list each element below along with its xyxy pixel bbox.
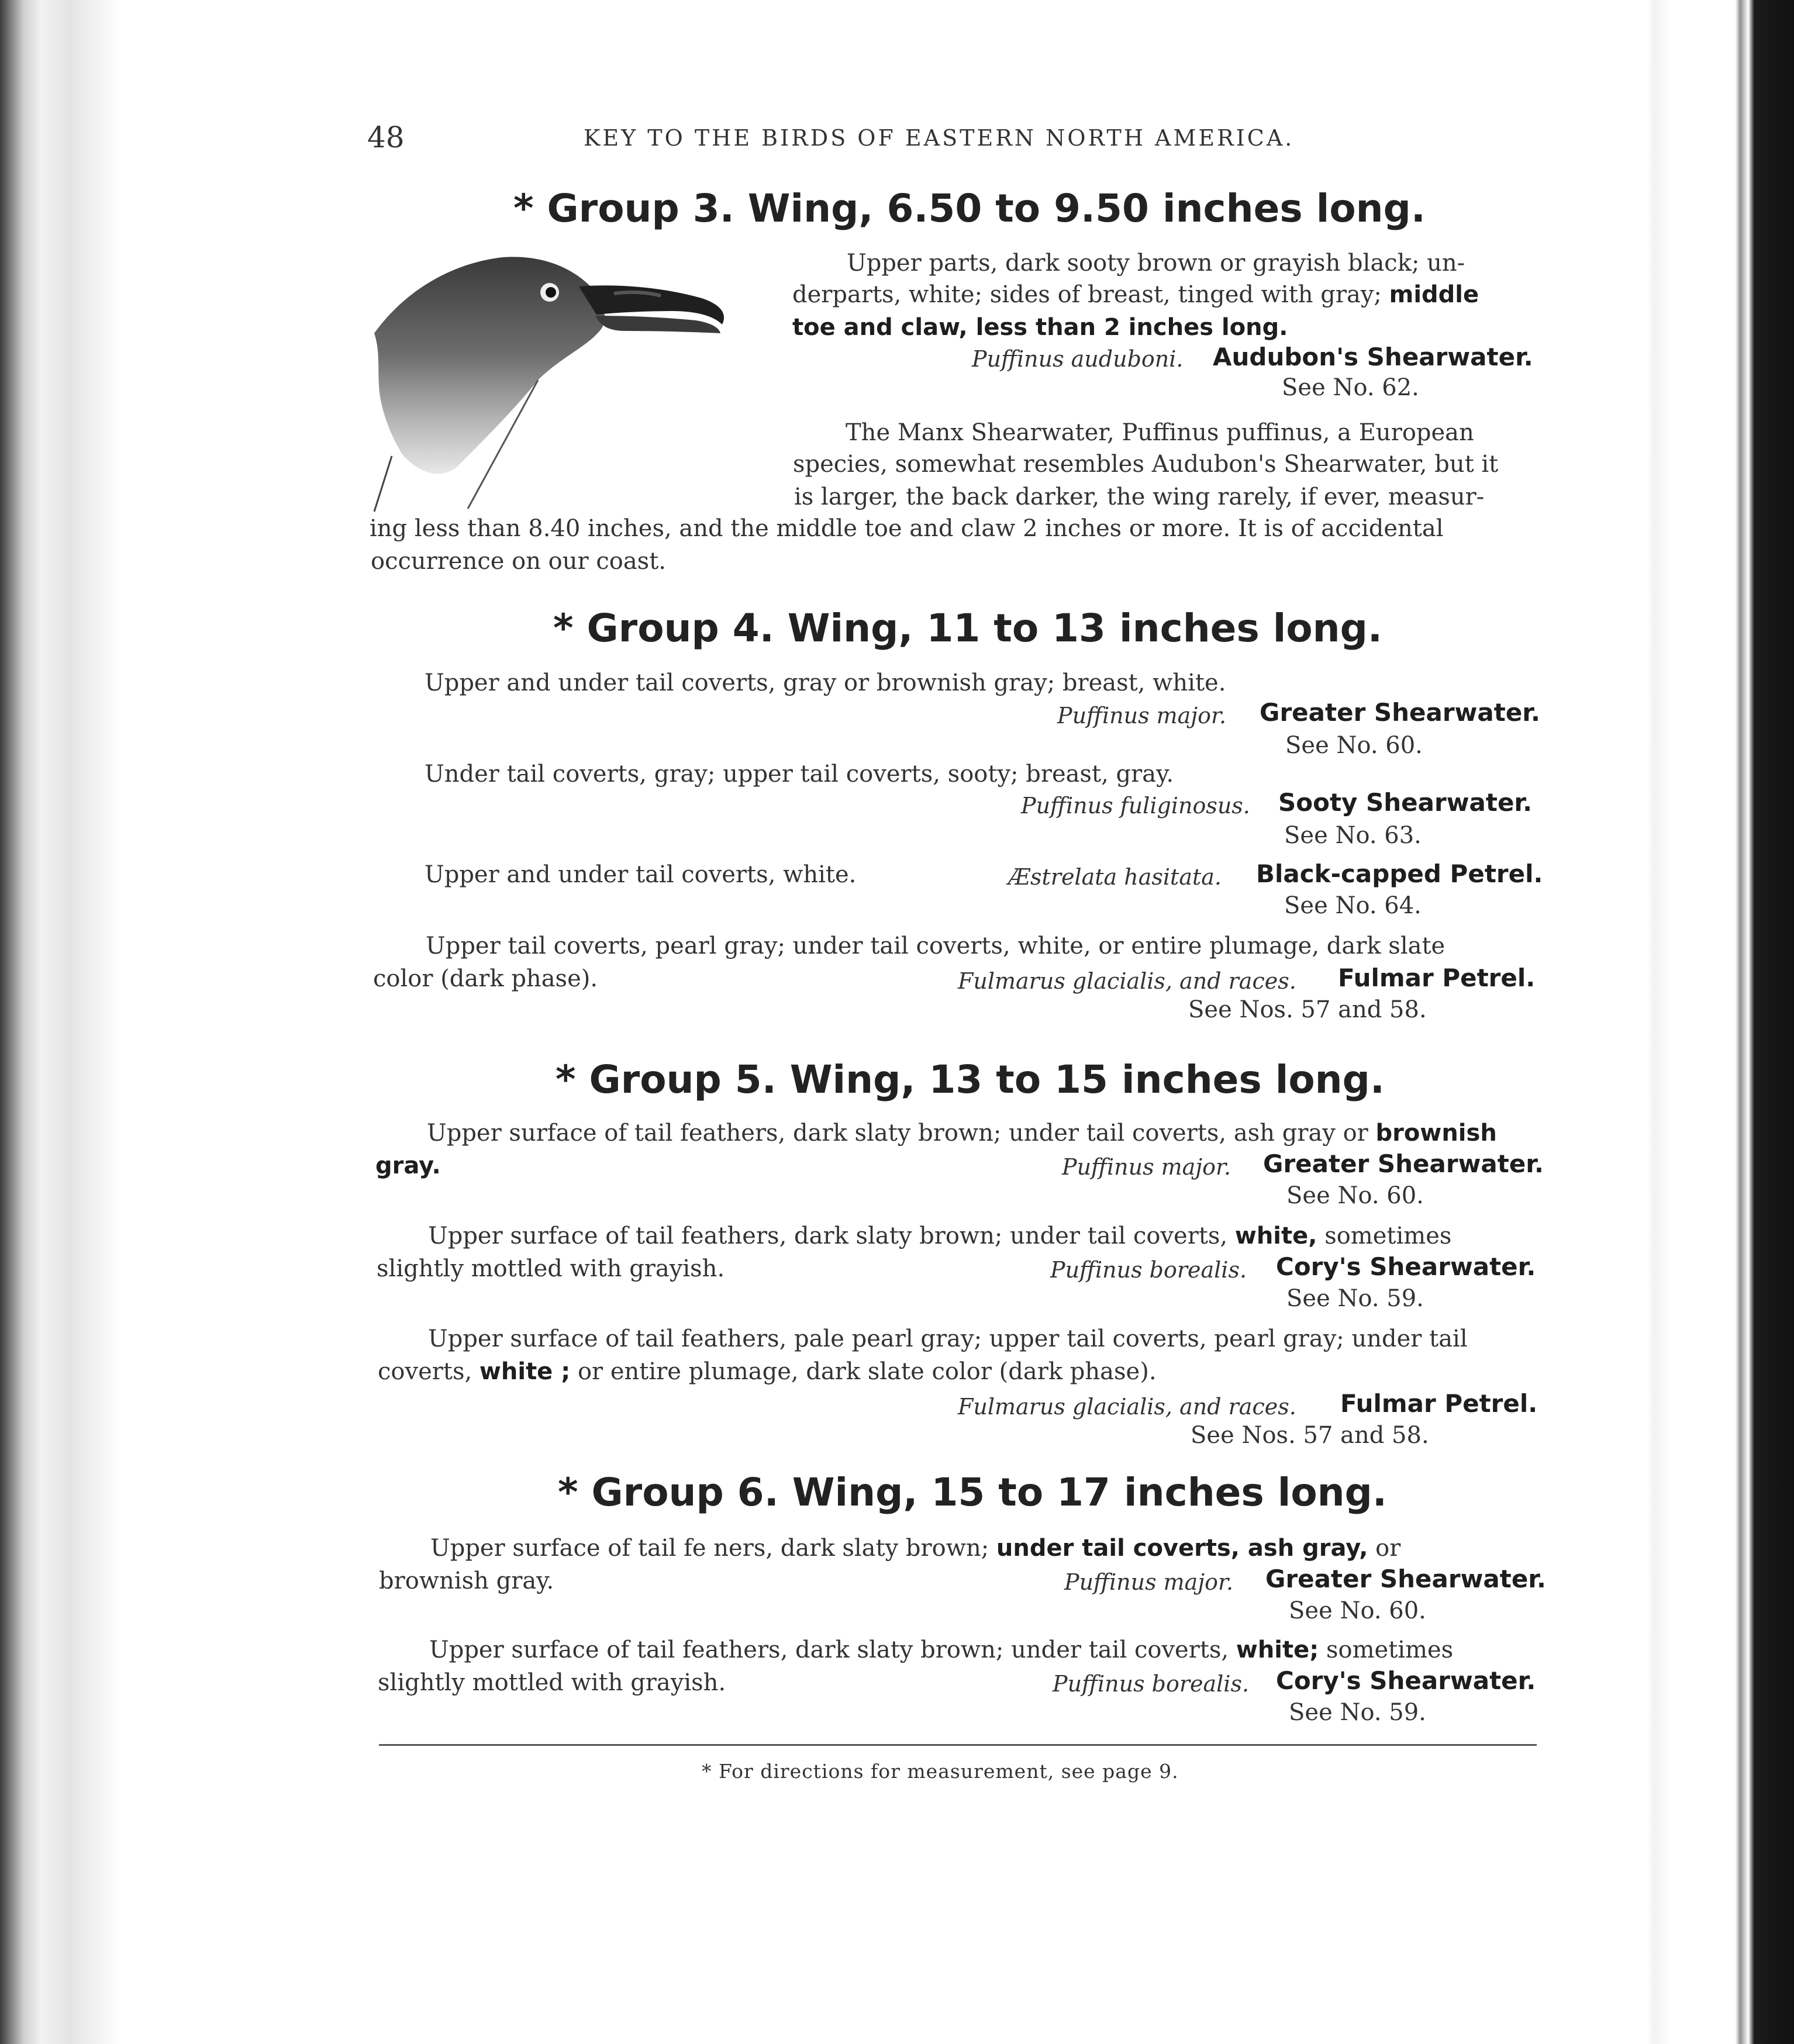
group-5-entry-1-line-1 [427, 1117, 1497, 1149]
group-3-line-3-bold: toe and claw, less than 2 inches long. [792, 314, 1288, 341]
footnote-rule [379, 1744, 1537, 1746]
group-3-line-2-bold: middle [1389, 281, 1479, 308]
group-5-entry-3-line-2-end: or entire plumage, dark slate color (dark phase). [577, 1358, 1157, 1385]
group-4-entry-4-see: See Nos. 57 and 58. [1188, 996, 1427, 1023]
group-5-entry-2-line-1 [428, 1220, 1451, 1252]
group-5-entry-2-line-1-end: sometimes [1324, 1223, 1452, 1249]
group-5-entry-2-line-1-text: Upper surface of tail feathers, dark slaty brown; under tail coverts, [428, 1223, 1228, 1249]
group-4-entry-4-common: Fulmar Petrel. [1338, 964, 1536, 992]
group-5-entry-3-line-2-start: coverts, [378, 1358, 472, 1385]
group-3-note-line-3: is larger, the back darker, the wing rarely, if ever, measur- [794, 484, 1485, 510]
group-6-entry-1-line-1-text: Upper surface of tail fe ners, dark slaty brown; [430, 1535, 989, 1562]
group-6-entry-2-common: Cory's Shearwater. [1276, 1666, 1536, 1695]
group-6-entry-2-line-1-end: sometimes [1326, 1636, 1454, 1663]
group-5-entry-1-line-2 [375, 1149, 441, 1182]
group-4-entry-4-line-2: color (dark phase). [373, 965, 598, 992]
group-3-common-name: Audubon's Shearwater. [1213, 343, 1533, 371]
page-number: 48 [367, 120, 405, 154]
group-5-entry-2-common: Cory's Shearwater. [1276, 1252, 1536, 1281]
group-6-entry-2-line-2: slightly mottled with grayish. [378, 1669, 726, 1696]
group-3-line-1: Upper parts, dark sooty brown or grayish black; un- [847, 250, 1465, 277]
group-3-note-line-2: species, somewhat resembles Audubon's Shearwater, but it [793, 451, 1499, 478]
group-6-entry-2-scientific: Puffinus borealis. [1053, 1671, 1250, 1697]
group-4-entry-3-text: Upper and under tail coverts, white. [425, 861, 857, 888]
shearwater-head-illustration [368, 246, 766, 515]
group-4-entry-2-scientific: Puffinus fuliginosus. [1021, 793, 1250, 819]
group-6-entry-1-line-1-end: or [1375, 1535, 1401, 1562]
group-3-line-2-text: derparts, white; sides of breast, tinged with gray; [792, 281, 1382, 308]
group-6-entry-2-line-1-bold: white; [1236, 1636, 1319, 1663]
group-4-entry-2-see: See No. 63. [1284, 822, 1422, 849]
group-4-entry-4-scientific: Fulmarus glacialis, and races. [958, 968, 1296, 994]
group-6-entry-1-line-1 [430, 1532, 1400, 1565]
group-5-entry-3-see: See Nos. 57 and 58. [1191, 1422, 1429, 1449]
group-6-entry-1-scientific: Puffinus major. [1064, 1569, 1234, 1595]
group-5-entry-3-line-2 [378, 1355, 1157, 1388]
group-5-entry-1-scientific: Puffinus major. [1062, 1154, 1231, 1180]
group-5-entry-1-line-1-text: Upper surface of tail feathers, dark slaty brown; under tail coverts, ash gray or [427, 1120, 1368, 1147]
group-3-note-line-4: ing less than 8.40 inches, and the middle toe and claw 2 inches or more. It is of accidental [370, 515, 1444, 542]
group-6-heading-text: * Group 6. Wing, 15 to 17 inches long. [558, 1470, 1387, 1515]
group-6-entry-2-line-1 [429, 1634, 1453, 1666]
group-3-see-reference: See No. 62. [1282, 374, 1419, 401]
group-5-entry-3-common: Fulmar Petrel. [1340, 1389, 1538, 1418]
group-4-entry-1-common: Greater Shearwater. [1260, 698, 1540, 727]
group-4-entry-3-see: See No. 64. [1284, 892, 1422, 919]
running-head: KEY TO THE BIRDS OF EASTERN NORTH AMERICA. [584, 125, 1295, 151]
group-5-entry-1-see: See No. 60. [1286, 1182, 1424, 1209]
group-5-heading-text: * Group 5. Wing, 13 to 15 inches long. [556, 1057, 1385, 1102]
group-5-entry-3-line-2-bold: white ; [479, 1358, 571, 1385]
group-4-entry-1-see: See No. 60. [1285, 732, 1423, 759]
group-6-entry-1-line-2: brownish gray. [379, 1567, 554, 1594]
group-3-line-2 [792, 278, 1479, 311]
group-5-entry-2-line-1-bold: white, [1234, 1223, 1317, 1249]
group-3-scientific-name: Puffinus auduboni. [972, 346, 1184, 372]
group-4-entry-2-text: Under tail coverts, gray; upper tail coverts, sooty; breast, gray. [425, 761, 1174, 788]
group-5-entry-1-line-2-bold: gray. [375, 1152, 441, 1179]
group-5-entry-2-scientific: Puffinus borealis. [1050, 1257, 1247, 1283]
group-5-entry-3-line-1: Upper surface of tail feathers, pale pearl gray; upper tail coverts, pearl gray; under tail [428, 1325, 1468, 1352]
group-6-entry-2-line-1-text: Upper surface of tail feathers, dark slaty brown; under tail coverts, [429, 1636, 1229, 1663]
group-4-entry-1-text: Upper and under tail coverts, gray or brownish gray; breast, white. [425, 669, 1226, 696]
group-4-entry-1-scientific: Puffinus major. [1057, 703, 1227, 728]
group-4-entry-3-scientific: Æstrelata hasitata. [1008, 864, 1222, 890]
group-4-heading-text: * Group 4. Wing, 11 to 13 inches long. [553, 606, 1382, 651]
group-6-entry-1-line-1-bold: under tail coverts, ash gray, [996, 1535, 1368, 1562]
group-3-line-3 [792, 311, 1288, 344]
group-4-entry-3-common: Black-capped Petrel. [1256, 859, 1543, 888]
group-5-entry-2-line-2: slightly mottled with grayish. [377, 1255, 725, 1282]
group-3-heading-text: * Group 3. Wing, 6.50 to 9.50 inches long. [513, 186, 1426, 231]
group-6-entry-2-see: See No. 59. [1289, 1699, 1426, 1726]
group-3-note-line-1: The Manx Shearwater, Puffinus puffinus, a European [846, 419, 1474, 446]
group-4-entry-2-common: Sooty Shearwater. [1278, 788, 1533, 817]
group-5-entry-1-common: Greater Shearwater. [1263, 1149, 1544, 1178]
group-5-entry-3-scientific: Fulmarus glacialis, and races. [958, 1394, 1296, 1420]
group-5-entry-1-line-1-bold: brownish [1375, 1120, 1497, 1147]
group-6-entry-1-see: See No. 60. [1289, 1597, 1426, 1624]
footnote: * For directions for measurement, see page 9. [702, 1760, 1179, 1783]
group-4-entry-4-line-1: Upper tail coverts, pearl gray; under tail coverts, white, or entire plumage, dark slate [426, 933, 1445, 959]
group-6-entry-1-common: Greater Shearwater. [1265, 1565, 1546, 1593]
group-5-entry-2-see: See No. 59. [1286, 1285, 1424, 1312]
group-3-note-line-5: occurrence on our coast. [371, 548, 666, 575]
